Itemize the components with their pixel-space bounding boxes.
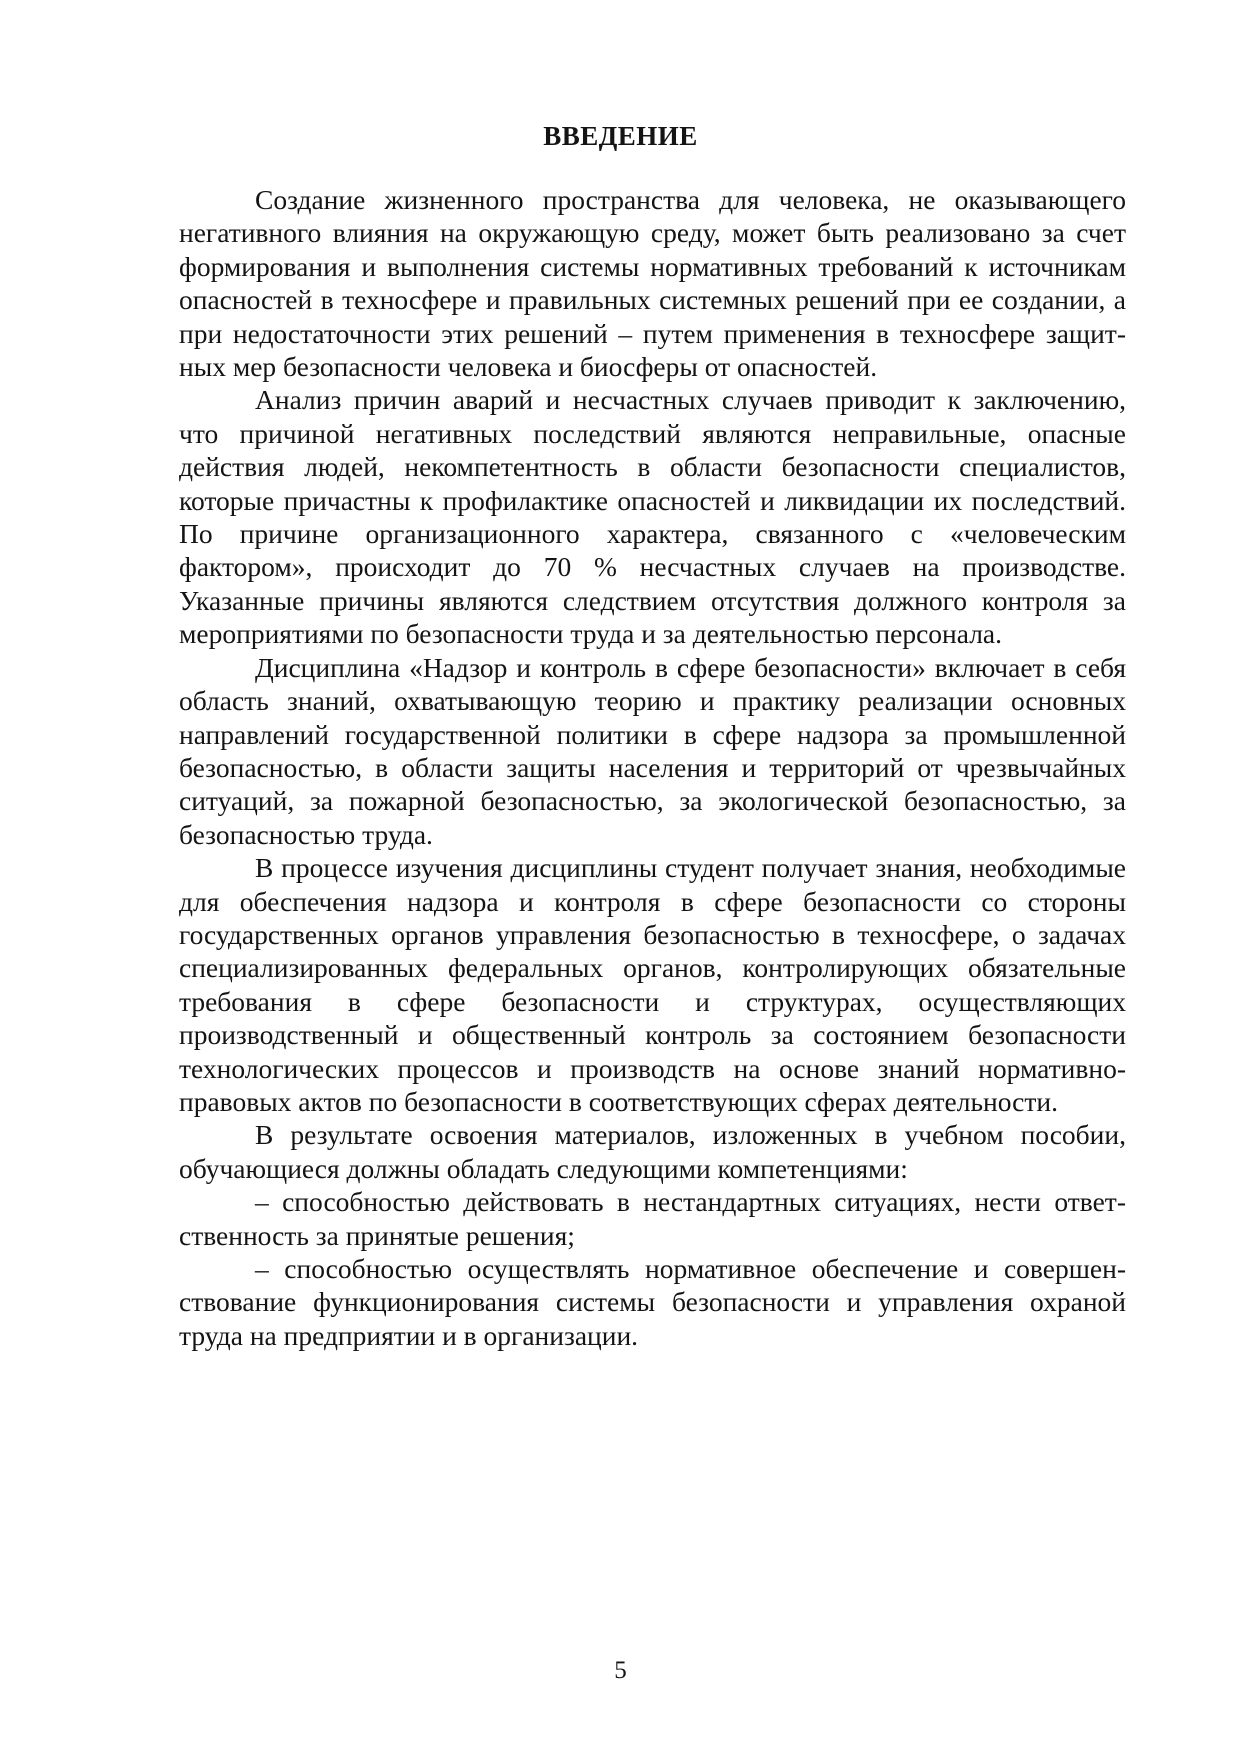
paragraph: В результате освоения материалов, изложенных в учебном пособии, обучающиеся должны обладать следующими компетенциями: xyxy=(179,1119,1126,1184)
paragraph: Анализ причин аварий и несчастных случаев приводит к заключению, что причиной негативных последствий являются неправильные, опасные действия людей, некомпетентность в области безопасности специалистов, которые причастны к профилактике опасностей и ликвидации их последствий. По причине организационного характера, связанного с «человеческим фактором», происходит до 70 % несчастных случаев на производстве. Указанные причины являются следствием отсутствия должного контроля за мероприятиями по безопасности труда и за деятельностью персонала. xyxy=(179,384,1126,650)
list-item: – способностью осуществлять нормативное обеспечение и совершенствование функционирования системы безопасности и управления охраной труда на предприятии и в организации. xyxy=(179,1253,1126,1351)
paragraph: Создание жизненного пространства для человека, не оказывающего негативного влияния на окружающую среду, может быть реализовано за счет формирования и выполнения системы нормативных требований к источникам опасностей в техносфере и правильных системных решений при ее создании, а при недостаточности этих решений – путем применения в техносфере защитных мер безопасности человека и биосферы от опасностей. xyxy=(179,184,1126,383)
body-text xyxy=(179,183,1126,1352)
paragraph: Дисциплина «Надзор и контроль в сфере безопасности» включает в себя область знаний, охватывающую теорию и практику реализации основных направлений государственной политики в сфере надзора за промышленной безопасностью, в области защиты населения и территорий от чрезвычайных ситуаций, за пожарной безопасностью, за экологической безопасностью, за безопасностью труда. xyxy=(179,651,1126,850)
page-number: 5 xyxy=(614,1657,627,1684)
list-item: – способностью действовать в нестандартных ситуациях, нести ответственность за принятые решения; xyxy=(179,1186,1126,1251)
paragraph: В процессе изучения дисциплины студент получает знания, необходимые для обеспечения надзора и контроля в сфере безопасности со стороны государственных органов управления безопасностью в техносфере, о задачах специализированных федеральных органов, контролирующих обязательные требования в сфере безопасности и структурах, осуществляющих производственный и общественный контроль за состоянием безопасности технологических процессов и производств на основе знаний нормативно-правовых актов по безопасности в соответствующих сферах деятельности. xyxy=(179,852,1126,1117)
page-heading: ВВЕДЕНИЕ xyxy=(543,121,698,151)
